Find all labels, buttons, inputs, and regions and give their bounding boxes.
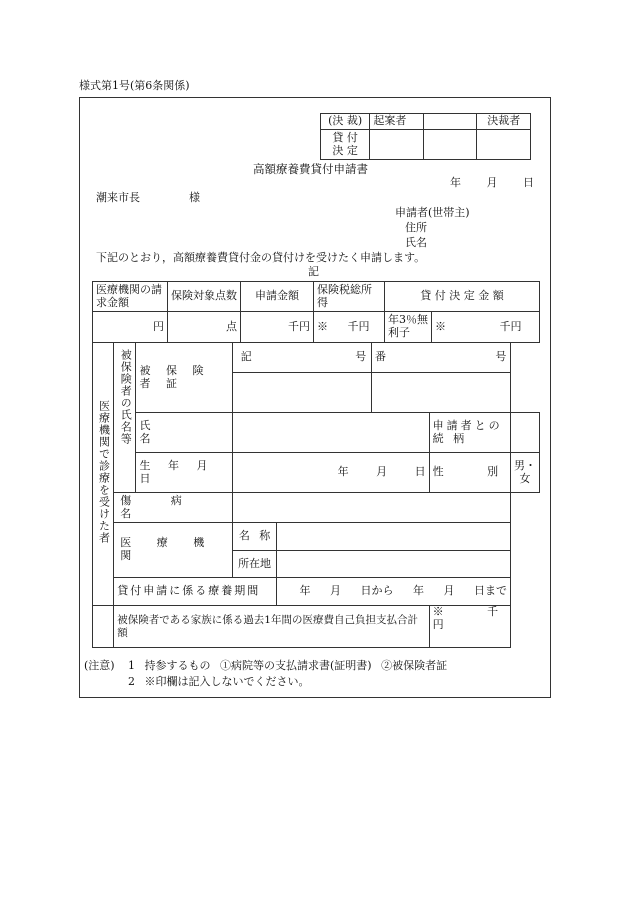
family-value[interactable]: ※ 千円 xyxy=(429,606,510,648)
header-loan-decision: 貸 付 決 定 金 額 xyxy=(385,282,540,312)
header-application-amount: 申請金額 xyxy=(241,282,314,312)
approval-kessai: (決 裁) xyxy=(321,114,370,130)
applicant-label: 申請者(世帯主) xyxy=(395,206,470,219)
approval-approver-label: 決裁者 xyxy=(477,114,531,130)
unit-yen: 円 xyxy=(93,312,168,343)
header-total-income: 保険税総所得 xyxy=(314,282,385,312)
intro-text: 下記のとおり，高額療養費貸付金の貸付けを受けたく申請します。 xyxy=(96,251,426,264)
unit-income-thousand-yen: ※ 千円 xyxy=(314,312,385,343)
interest-rate: 年3％無利子 xyxy=(385,312,432,343)
notes-prefix: (注意) xyxy=(84,659,115,672)
approval-drafter-blank xyxy=(423,114,477,130)
unit-points: 点 xyxy=(168,312,241,343)
kigo-value[interactable] xyxy=(232,373,371,413)
birth-value[interactable]: 年 月 日 xyxy=(232,453,429,493)
insured-group-label xyxy=(114,343,136,493)
bango-label: 番 号 xyxy=(371,343,510,373)
name-value[interactable] xyxy=(232,413,429,453)
applicant-address-label: 住所 xyxy=(405,221,427,234)
insured-card-label: 被 保 険 者 証 xyxy=(136,343,232,413)
amounts-table xyxy=(92,281,540,343)
family-label: 被保険者である家族に係る過去1年間の医療費自己負担支払合計額 xyxy=(114,606,429,648)
approval-kettei-cell xyxy=(321,130,370,160)
details-side-label xyxy=(93,343,114,606)
disease-label: 傷 病 名 xyxy=(114,493,232,523)
disease-value[interactable] xyxy=(232,493,510,523)
inst-address-label: 所在地 xyxy=(232,551,277,578)
unit-thousand-yen: 千円 xyxy=(241,312,314,343)
applicant-name-label: 氏名 xyxy=(405,236,427,249)
form-number: 様式第1号(第6条関係) xyxy=(79,79,190,92)
name-label: 氏 名 xyxy=(136,413,232,453)
insured-group-text: 被保険者の氏名等 xyxy=(119,349,133,445)
inst-name-value[interactable] xyxy=(277,523,511,551)
application-date: 年 月 日 xyxy=(450,176,534,189)
kigo-label: 記 号 xyxy=(232,343,371,373)
institution-label: 医 療 機 関 xyxy=(114,523,232,578)
sex-label: 性 別 xyxy=(429,453,510,493)
note-1: 1 持参するもの ①病院等の支払請求書(証明書) ②被保険者証 xyxy=(128,659,448,672)
approval-drafter-label: 起案者 xyxy=(370,114,424,130)
birth-label: 生 年 月 日 xyxy=(136,453,232,493)
header-billing-amount: 医療機関の請求金額 xyxy=(93,282,168,312)
sex-value[interactable]: 男・女 xyxy=(511,453,540,493)
approval-stamp-2 xyxy=(423,130,477,160)
inst-name-label: 名 称 xyxy=(232,523,277,551)
relation-label: 申請者との続 柄 xyxy=(429,413,510,453)
approval-kashitsuke: 貸 付 xyxy=(332,130,358,144)
bango-value[interactable] xyxy=(371,373,510,413)
note-2: 2 ※印欄は記入しないでください。 xyxy=(128,675,310,688)
approval-kettei: 決 定 xyxy=(332,143,358,157)
period-label: 貸付申請に係る療養期間 xyxy=(114,578,277,606)
ki-label: 記 xyxy=(308,265,319,278)
addressee-honorific: 様 xyxy=(189,191,200,204)
approval-stamp-1 xyxy=(370,130,424,160)
form-title: 高額療養費貸付申請書 xyxy=(253,162,368,176)
details-table xyxy=(92,342,540,648)
approval-stamp-3 xyxy=(477,130,531,160)
approval-box xyxy=(320,113,531,160)
addressee: 潮来市長 xyxy=(96,191,140,204)
inst-address-value[interactable] xyxy=(277,551,511,578)
header-insured-points: 保険対象点数 xyxy=(168,282,241,312)
relation-value[interactable] xyxy=(511,413,540,453)
unit-loan-thousand-yen: ※ 千円 xyxy=(432,312,540,343)
details-side-text: 医療機関で診療を受けた者 xyxy=(97,400,111,545)
period-value[interactable]: 年 月 日から 年 月 日まで xyxy=(277,578,511,606)
